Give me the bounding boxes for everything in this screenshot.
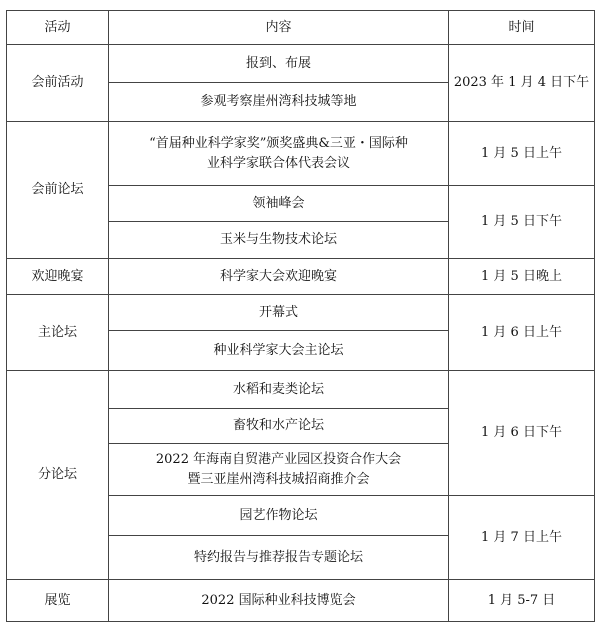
activity-cell: 展览: [7, 580, 109, 622]
content-cell: 特约报告与推荐报告专题论坛: [109, 536, 449, 580]
table-row: [7, 371, 595, 409]
content-line: 暨三亚崖州湾科技城招商推介会: [187, 471, 370, 487]
content-cell: 2022 国际种业科技博览会: [109, 580, 449, 622]
table-row: [7, 122, 595, 186]
time-cell: 1 月 7 日上午: [449, 496, 595, 580]
time-cell: 1 月 6 日上午: [449, 295, 595, 371]
content-cell: [109, 444, 449, 496]
activity-cell: 主论坛: [7, 295, 109, 371]
time-cell: 1 月 5 日上午: [449, 122, 595, 186]
activity-cell: 欢迎晚宴: [7, 259, 109, 295]
table-row: [7, 259, 595, 295]
table-row: [7, 580, 595, 622]
header-time: 时间: [449, 11, 595, 45]
content-cell: 参观考察崖州湾科技城等地: [109, 83, 449, 122]
header-row: [7, 11, 595, 45]
activity-cell: 会前活动: [7, 45, 109, 122]
content-cell: 科学家大会欢迎晚宴: [109, 259, 449, 295]
content-line: “首届种业科学家奖”颁奖盛典&三亚・国际种: [149, 135, 408, 151]
activity-cell: 分论坛: [7, 371, 109, 580]
time-cell: 1 月 5 日晚上: [449, 259, 595, 295]
time-cell: 1 月 5-7 日: [449, 580, 595, 622]
content-cell: 水稻和麦类论坛: [109, 371, 449, 409]
content-cell: 园艺作物论坛: [109, 496, 449, 536]
content-cell: 报到、布展: [109, 45, 449, 83]
time-cell: 1 月 5 日下午: [449, 186, 595, 259]
header-content: 内容: [109, 11, 449, 45]
content-line: 2022 年海南自贸港产业园区投资合作大会: [155, 451, 402, 467]
time-cell: 2023 年 1 月 4 日下午: [449, 45, 595, 122]
content-cell: 领袖峰会: [109, 186, 449, 222]
content-cell: 玉米与生物技术论坛: [109, 222, 449, 259]
time-cell: 1 月 6 日下午: [449, 371, 595, 496]
content-cell: 畜牧和水产论坛: [109, 409, 449, 444]
table-row: [7, 295, 595, 331]
content-cell: 种业科学家大会主论坛: [109, 331, 449, 371]
content-line: 业科学家联合体代表会议: [206, 155, 350, 171]
activity-cell: 会前论坛: [7, 122, 109, 259]
table-row: [7, 45, 595, 83]
header-activity: 活动: [7, 11, 109, 45]
content-cell: 开幕式: [109, 295, 449, 331]
schedule-table: [6, 10, 595, 622]
content-cell: [109, 122, 449, 186]
